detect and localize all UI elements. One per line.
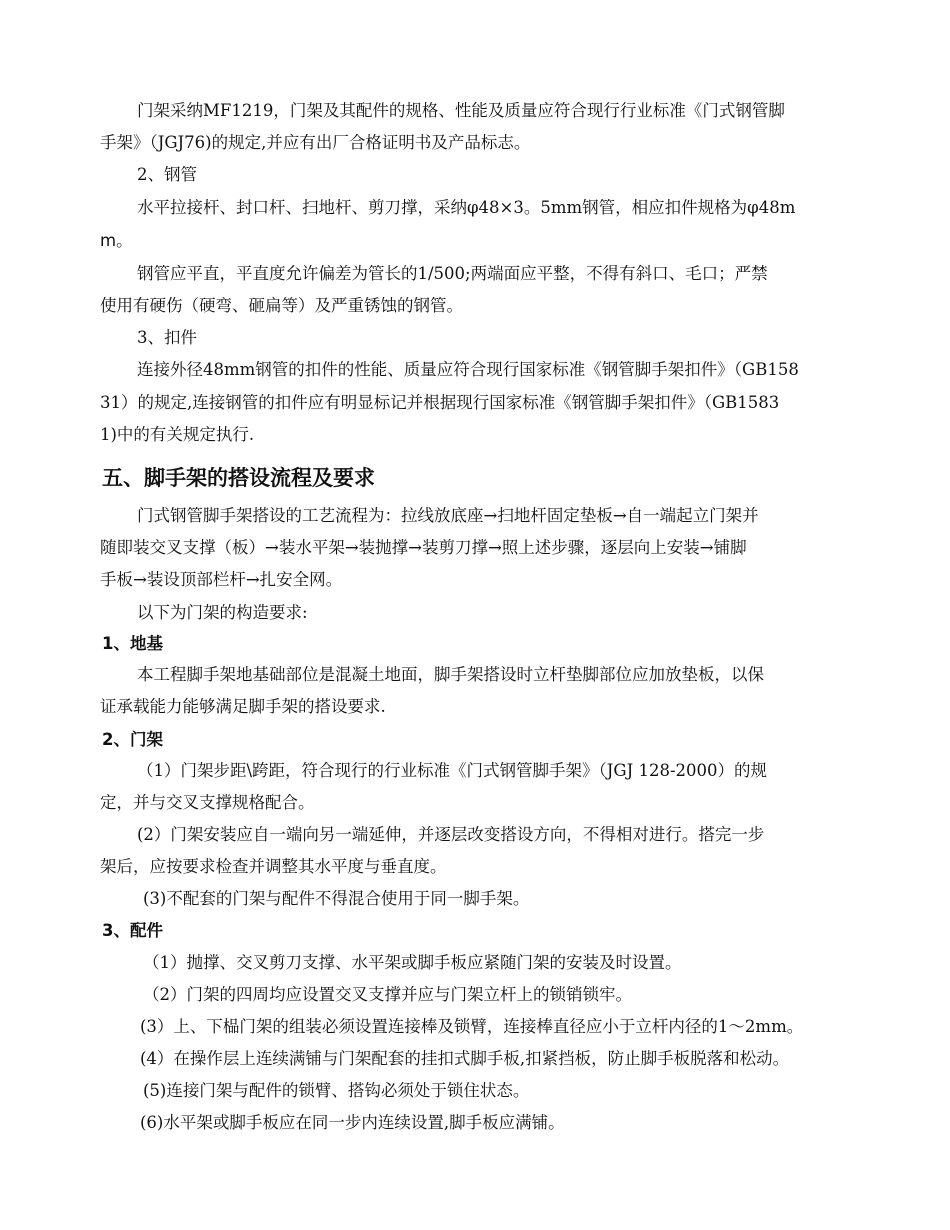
- paragraph-line: 手板→装设顶部栏杆→扎安全网。: [100, 570, 343, 589]
- paragraph-line: 连接外径48mm钢管的扣件的性能、质量应符合现行国家标准《钢管脚手架扣件》（GB158: [137, 360, 799, 379]
- paragraph-line: 手架》（JGJ76)的规定,并应有出厂合格证明书及产品标志。: [100, 133, 531, 152]
- subsection-heading: 2、门架: [102, 730, 163, 749]
- list-item: （1）抛撑、交叉剪刀支撑、水平架或脚手板应紧随门架的安装及时设置。: [143, 953, 682, 972]
- list-item: (4）在操作层上连续满铺与门架配套的挂扣式脚手板,扣紧挡板，防止脚手板脱落和松动。: [140, 1049, 790, 1068]
- list-item: （2）门架的四周均应设置交叉支撑并应与门架立杆上的锁销锁牢。: [143, 985, 632, 1004]
- subsection-heading: 3、配件: [102, 921, 163, 940]
- section-heading: 五、脚手架的搭设流程及要求: [102, 466, 375, 490]
- paragraph-line: 以下为门架的构造要求:: [137, 603, 308, 622]
- paragraph-line: 1)中的有关规定执行.: [100, 425, 255, 444]
- paragraph-line: 定，并与交叉支撑规格配合。: [100, 793, 315, 812]
- list-item: (6)水平架或脚手板应在同一步内连续设置,脚手板应满铺。: [140, 1113, 565, 1132]
- paragraph-line: 证承载能力能够满足脚手架的搭设要求.: [100, 697, 386, 716]
- paragraph-line: 水平拉接杆、封口杆、扫地杆、剪刀撑，采纳φ48×3。5mm钢管，相应扣件规格为φ48m: [137, 198, 796, 217]
- paragraph-line: 本工程脚手架地基础部位是混凝土地面，脚手架搭设时立杆垫脚部位应加放垫板，以保: [137, 665, 764, 684]
- list-item-heading: 2、钢管: [137, 165, 197, 184]
- paragraph-line: 钢管应平直，平直度允许偏差为管长的1/500;两端面应平整，不得有斜口、毛口；严禁: [137, 264, 768, 283]
- paragraph-line: （1）门架步距\跨距，符合现行的行业标准《门式钢管脚手架》（JGJ 128-2000）的规: [137, 761, 768, 780]
- list-item: (3）上、下榀门架的组装必须设置连接棒及锁臂，连接棒直径应小于立杆内径的1～2mm。: [140, 1017, 804, 1036]
- list-item-heading: 3、扣件: [137, 328, 197, 347]
- paragraph-line: (2）门架安装应自一端向另一端延伸，并逐层改变搭设方向，不得相对进行。搭完一步: [137, 825, 765, 844]
- paragraph-line: 使用有硬伤（硬弯、砸扁等）及严重锈蚀的钢管。: [100, 296, 463, 315]
- list-item: (5)连接门架与配件的锁臂、搭钩必须处于锁住状态。: [143, 1081, 530, 1100]
- paragraph-line: 随即装交叉支撑（板）→装水平架→装抛撑→装剪刀撑→照上述步骤，逐层向上安装→铺脚: [100, 538, 747, 557]
- paragraph-line: 门架采纳MF1219，门架及其配件的规格、性能及质量应符合现行行业标准《门式钢管脚: [137, 101, 785, 120]
- paragraph-line: (3)不配套的门架与配件不得混合使用于同一脚手架。: [143, 889, 530, 908]
- paragraph-line: 架后，应按要求检查并调整其水平度与垂直度。: [100, 857, 447, 876]
- paragraph-line: m。: [100, 231, 133, 250]
- paragraph-line: 31）的规定,连接钢管的扣件应有明显标记并根据现行国家标准《钢管脚手架扣件》（GB1583: [100, 393, 780, 412]
- paragraph-line: 门式钢管脚手架搭设的工艺流程为：拉线放底座→扫地杆固定垫板→自一端起立门架并: [137, 506, 759, 525]
- subsection-heading: 1、地基: [102, 634, 163, 653]
